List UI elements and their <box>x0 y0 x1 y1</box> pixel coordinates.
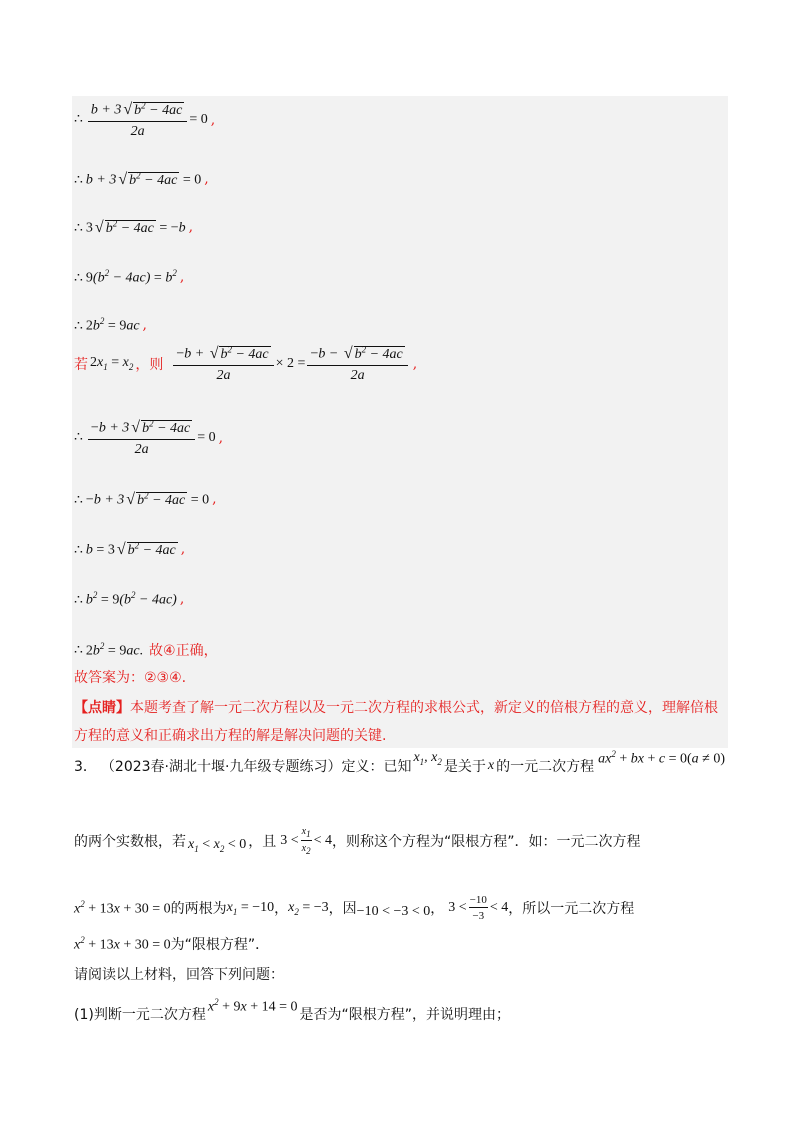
step-line-5: ∴ $2b^2 = 9ac$ , <box>74 316 147 334</box>
problem-3-line-3: $x^2 + 13x + 30 = 0$ 的两根为 $x_1 = -10$ ， $x_2 = -3$ ，因 −10 < −3 < 0 ， 3 < $\frac{-10}{-3}$ < 4 ，所以一元二次方程 <box>74 894 635 922</box>
question-1: (1)判断一元二次方程 $x^2 + 9x + 14 = 0$ 是否为“限根方程”，并说明理由； <box>74 996 510 1023</box>
step-line-4: ∴ $9(b^2 - 4ac) = b^2$ , <box>74 268 185 286</box>
comment-line-1: 本题考查了解一元二次方程以及一元二次方程的求根公式，新定义的倍根方程的意义，理解倍根 <box>130 700 718 716</box>
problem-3-line-2: 的两个实数根，若 $x_1 < x_2 < 0$ ，且 3 < $\frac{x_1}{x_2}$ < 4 ，则称这个方程为“限根方程”．如：一元二次方程 <box>74 826 641 856</box>
step-line-8: ∴ −b + 3 √ $b^2 - 4ac = 0$ , <box>74 490 217 508</box>
step-line-6: 若 $2x_1 = x_2$ ，则 $\frac{-b + √ b^2 - 4ac}{2a}$ × 2 = $\frac{-b - √ b^2 - 4ac}{2a}$ , <box>74 344 418 383</box>
problem-3-line-5: 请阅读以上材料，回答下列问题： <box>74 967 284 983</box>
step-line-11: ∴ $2b^2 = 9ac$. 故④正确， <box>74 640 218 659</box>
problem-3-line-4: $x^2 + 13x + 30 = 0$ 为“限根方程”． <box>74 934 270 953</box>
step-line-7: ∴ $\frac{-b + 3 √ b^2 - 4ac}{2a}$ = 0 , <box>74 418 224 457</box>
step-line-3: ∴ 3 √ $b^2 - 4ac = -b$ , <box>74 218 194 236</box>
step-line-2: ∴ b + 3 √ $b^2 - 4ac = 0$ , <box>74 170 209 188</box>
step-line-1: ∴ $\frac{b + 3 √ b^2 - 4ac}{2a}$ = 0 , <box>74 100 216 139</box>
step-line-9: ∴ b = 3 √ $b^2 - 4ac$ , <box>74 540 186 558</box>
comment-tag: 【点睛】 <box>74 700 130 716</box>
answer-line: 故答案为：②③④. <box>74 670 187 686</box>
comment-line-2: 方程的意义和正确求出方程的解是解决问题的关键. <box>74 728 387 744</box>
comment-block <box>74 694 726 750</box>
problem-3-line-1: 3． （2023春·湖北十堰·九年级专题练习） 定义：已知 $x_1$, $x_2$ 是关于 x 的一元二次方程 $ax^2$ + bx + c = 0(a ≠ 0) <box>74 748 725 775</box>
step-line-10: ∴ $b^2 = 9(b^2 - 4ac)$ , <box>74 590 185 608</box>
